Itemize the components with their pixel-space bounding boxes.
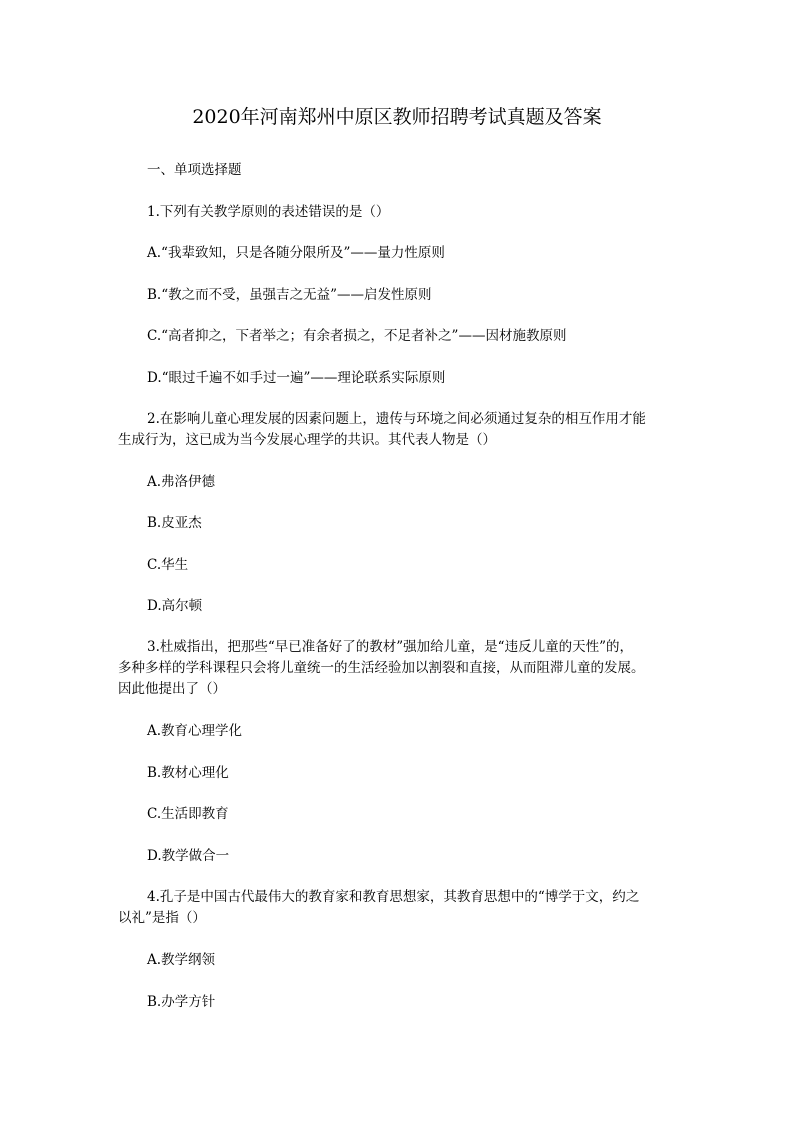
question-2-stem [118, 409, 678, 451]
question-3-stem-line: 因此他提出了（） [118, 681, 226, 697]
question-3-stem [118, 637, 678, 700]
question-4-stem-line: 以礼”是指（） [118, 910, 206, 926]
question-1-option-c: C.“高者抑之，下者举之；有余者损之，不足者补之”——因材施教原则 [147, 328, 567, 344]
question-2-option-c: C.华生 [147, 557, 189, 573]
question-3-option-d: D.教学做合一 [147, 848, 230, 864]
question-1-stem: 1.下列有关教学原则的表述错误的是（） [147, 204, 390, 220]
question-2-stem-line: 生成行为，这已成为当今发展心理学的共识。其代表人物是（） [118, 432, 496, 448]
question-4-stem-line: 4.孔子是中国古代最伟大的教育家和教育思想家，其教育思想中的“博学于文，约之 [147, 889, 640, 905]
question-2-stem-line: 2.在影响儿童心理发展的因素问题上，遗传与环境之间必须通过复杂的相互作用才能 [147, 411, 646, 427]
question-4-option-a: A.教学纲领 [147, 952, 216, 968]
question-2-option-a: A.弗洛伊德 [147, 474, 216, 490]
question-1-option-b: B.“教之而不受，虽强吉之无益”——启发性原则 [147, 287, 432, 303]
section-heading: 一、单项选择题 [147, 162, 242, 178]
question-2-option-d: D.高尔顿 [147, 598, 203, 614]
question-4-option-b: B.办学方针 [147, 994, 216, 1010]
question-3-stem-line: 3.杜威指出，把那些“早已准备好了的教材”强加给儿童，是“违反儿童的天性”的， [147, 639, 633, 655]
question-3-option-b: B.教材心理化 [147, 765, 229, 781]
question-1-option-a: A.“我辈致知，只是各随分限所及”——量力性原则 [147, 245, 445, 261]
page-title: 2020年河南郑州中原区教师招聘考试真题及答案 [192, 106, 602, 128]
question-3-option-a: A.教育心理学化 [147, 723, 243, 739]
question-1-option-d: D.“眼过千遍不如手过一遍”——理论联系实际原则 [147, 370, 446, 386]
question-4-stem [118, 887, 678, 929]
question-3-option-c: C.生活即教育 [147, 806, 229, 822]
question-2-option-b: B.皮亚杰 [147, 515, 202, 531]
question-3-stem-line: 多种多样的学科课程只会将儿童统一的生活经验加以割裂和直接，从而阻滞儿童的发展。 [118, 660, 645, 676]
